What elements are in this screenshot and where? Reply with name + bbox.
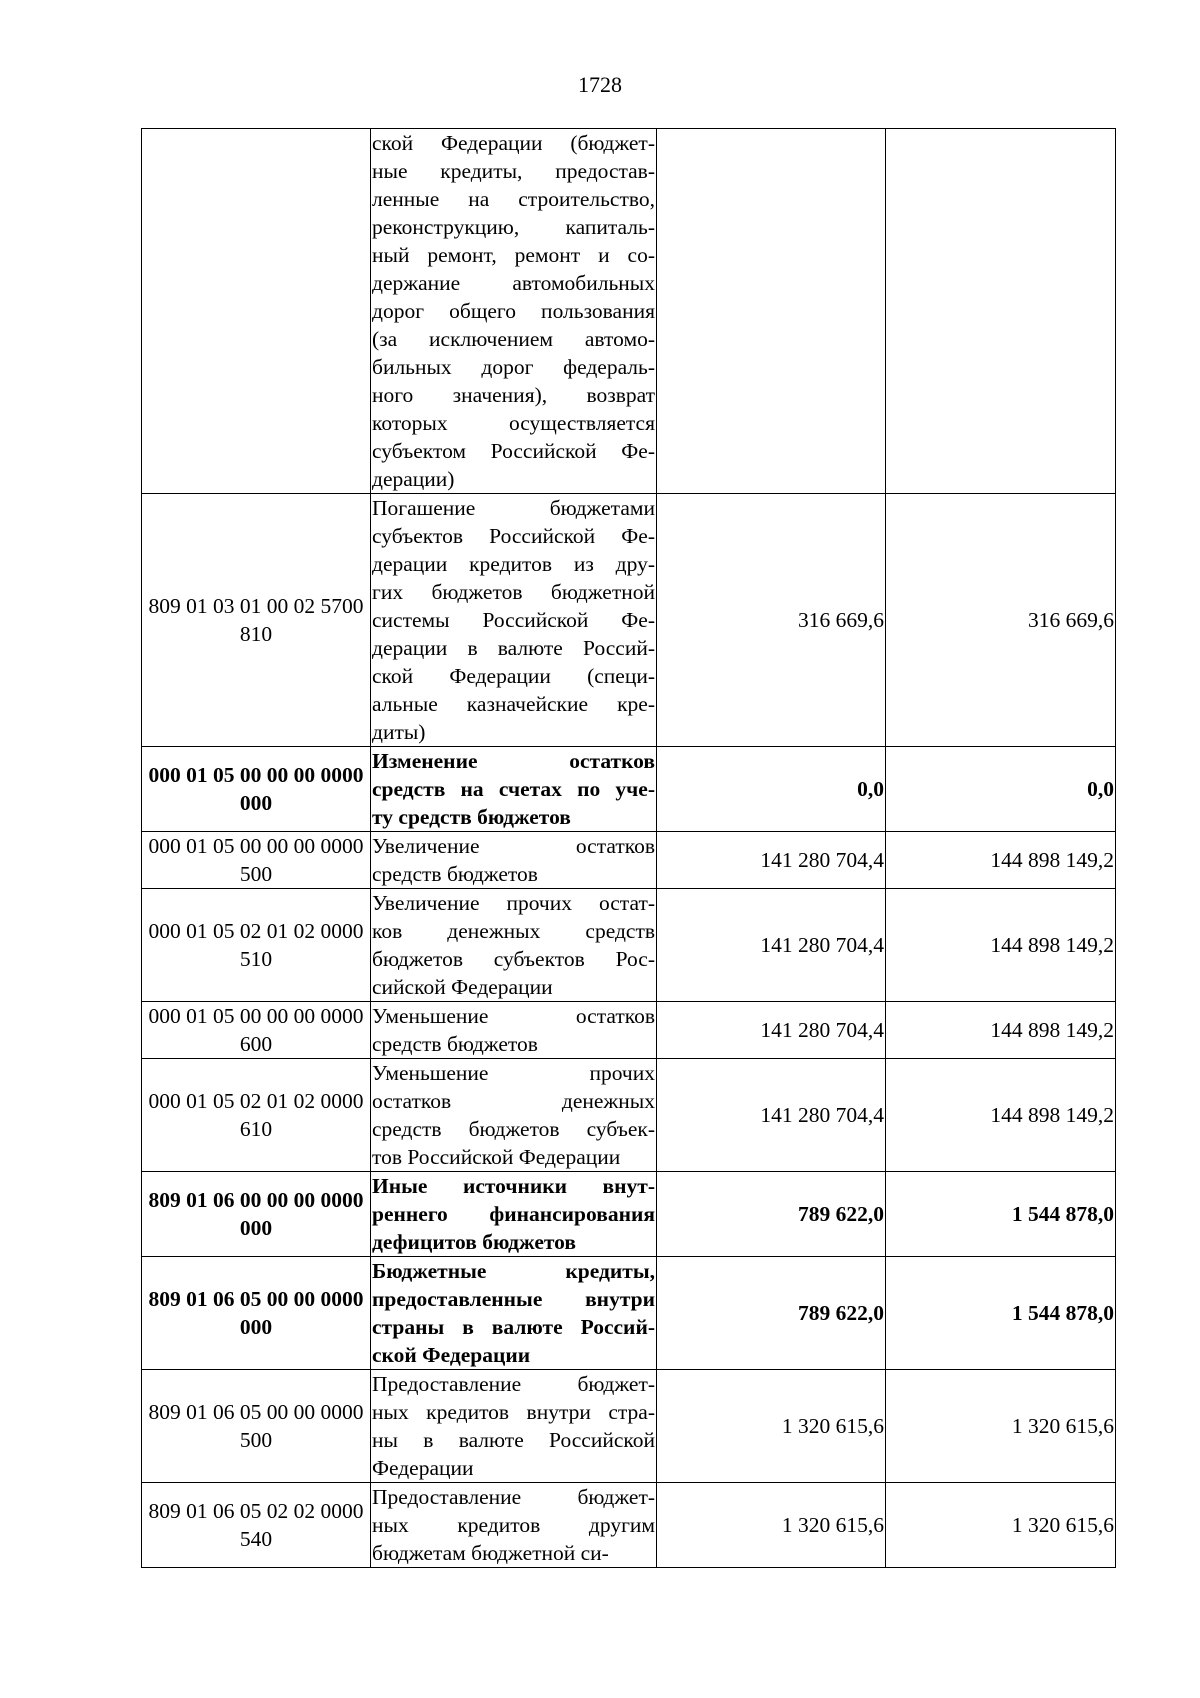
source-name-line: Предоставление бюджет-: [372, 1485, 655, 1509]
amount-second-year-cell: 316 669,6: [886, 494, 1116, 747]
source-name-line: Увеличение остатков: [372, 834, 655, 858]
source-name-line: ные кредиты, предостав-: [372, 159, 655, 183]
source-name-line: гих бюджетов бюджетной: [372, 580, 655, 604]
source-name-line: субъектов Российской Фе-: [372, 524, 655, 548]
budget-code-cell: 809 01 06 05 00 00 0000 000: [142, 1257, 371, 1370]
source-name-line: ный ремонт, ремонт и со-: [372, 243, 655, 267]
source-name-line: ской Федерации (специ-: [372, 664, 655, 688]
source-name-line: ного значения), возврат: [372, 383, 655, 407]
source-name-cell: [371, 832, 657, 889]
budget-code-cell: 809 01 06 05 02 02 0000 540: [142, 1483, 371, 1568]
table-row: [142, 1370, 1116, 1483]
source-name-line: реннего финансирования: [372, 1202, 655, 1226]
budget-code-cell: [142, 129, 371, 494]
budget-code-cell: 809 01 03 01 00 02 5700 810: [142, 494, 371, 747]
source-name-line: дерации кредитов из дру-: [372, 552, 655, 576]
amount-first-year-cell: 789 622,0: [657, 1257, 886, 1370]
source-name-line: реконструкцию, капиталь-: [372, 215, 655, 239]
amount-second-year-cell: 144 898 149,2: [886, 832, 1116, 889]
source-name-cell: [371, 129, 657, 494]
table-row: [142, 494, 1116, 747]
source-name-line: Иные источники внут-: [372, 1174, 655, 1198]
source-name-line: дерации в валюте Россий-: [372, 636, 655, 660]
amount-first-year-cell: 316 669,6: [657, 494, 886, 747]
table-row: [142, 129, 1116, 494]
source-name-line: системы Российской Фе-: [372, 608, 655, 632]
source-name-cell: [371, 1370, 657, 1483]
source-name-line: ны в валюте Российской: [372, 1428, 655, 1452]
source-name-cell: [371, 494, 657, 747]
budget-code-cell: 000 01 05 02 01 02 0000 510: [142, 889, 371, 1002]
budget-code-cell: 809 01 06 05 00 00 0000 500: [142, 1370, 371, 1483]
source-name-line: ту средств бюджетов: [372, 805, 571, 829]
amount-second-year-cell: 1 320 615,6: [886, 1370, 1116, 1483]
amount-first-year-cell: 789 622,0: [657, 1172, 886, 1257]
source-name-line: ных кредитов другим: [372, 1513, 655, 1537]
budget-code-cell: 000 01 05 02 01 02 0000 610: [142, 1059, 371, 1172]
source-name-line: Уменьшение прочих: [372, 1061, 655, 1085]
source-name-line: средств бюджетов субъек-: [372, 1117, 655, 1141]
source-name-line: средств бюджетов: [372, 1032, 538, 1056]
amount-second-year-cell: 144 898 149,2: [886, 1059, 1116, 1172]
amount-first-year-cell: 1 320 615,6: [657, 1483, 886, 1568]
table-row: [142, 1483, 1116, 1568]
amount-first-year-cell: 141 280 704,4: [657, 889, 886, 1002]
source-name-line: Федерации: [372, 1456, 474, 1480]
source-name-line: тов Российской Федерации: [372, 1145, 621, 1169]
source-name-line: остатков денежных: [372, 1089, 655, 1113]
source-name-cell: [371, 1059, 657, 1172]
amount-first-year-cell: 0,0: [657, 747, 886, 832]
source-name-line: держание автомобильных: [372, 271, 655, 295]
source-name-cell: [371, 889, 657, 1002]
amount-first-year-cell: 141 280 704,4: [657, 1059, 886, 1172]
page-number: 1728: [578, 72, 622, 97]
source-name-line: дерации): [372, 467, 455, 491]
source-name-cell: [371, 747, 657, 832]
table-row: [142, 747, 1116, 832]
source-name-line: Предоставление бюджет-: [372, 1372, 655, 1396]
source-name-cell: [371, 1172, 657, 1257]
table-row: [142, 889, 1116, 1002]
source-name-line: альные казначейские кре-: [372, 692, 655, 716]
source-name-line: ской Федерации: [372, 1343, 531, 1367]
source-name-line: страны в валюте Россий-: [372, 1315, 655, 1339]
budget-code-cell: 000 01 05 00 00 00 0000 600: [142, 1002, 371, 1059]
amount-second-year-cell: [886, 129, 1116, 494]
amount-second-year-cell: 144 898 149,2: [886, 1002, 1116, 1059]
source-name-line: Уменьшение остатков: [372, 1004, 655, 1028]
source-name-line: дорог общего пользования: [372, 299, 655, 323]
source-name-line: диты): [372, 720, 426, 744]
source-name-line: субъектом Российской Фе-: [372, 439, 655, 463]
amount-second-year-cell: 144 898 149,2: [886, 889, 1116, 1002]
source-name-line: ков денежных средств: [372, 919, 655, 943]
source-name-line: бильных дорог федераль-: [372, 355, 655, 379]
source-name-line: бюджетам бюджетной си-: [372, 1541, 609, 1565]
table-row: [142, 1257, 1116, 1370]
budget-code-cell: 000 01 05 00 00 00 0000 500: [142, 832, 371, 889]
amount-second-year-cell: 1 544 878,0: [886, 1257, 1116, 1370]
amount-first-year-cell: [657, 129, 886, 494]
table-row: [142, 1172, 1116, 1257]
amount-second-year-cell: 1 320 615,6: [886, 1483, 1116, 1568]
source-name-line: предоставленные внутри: [372, 1287, 655, 1311]
source-name-cell: [371, 1002, 657, 1059]
table-row: [142, 1059, 1116, 1172]
source-name-line: сийской Федерации: [372, 975, 553, 999]
source-name-cell: [371, 1257, 657, 1370]
source-name-line: бюджетов субъектов Рос-: [372, 947, 655, 971]
table-body: [142, 129, 1116, 1568]
source-name-line: средств бюджетов: [372, 862, 538, 886]
source-name-line: средств на счетах по уче-: [372, 777, 655, 801]
source-name-line: Увеличение прочих остат-: [372, 891, 655, 915]
source-name-line: Погашение бюджетами: [372, 496, 655, 520]
source-name-line: ской Федерации (бюджет-: [372, 131, 655, 155]
amount-second-year-cell: 0,0: [886, 747, 1116, 832]
source-name-line: дефицитов бюджетов: [372, 1230, 576, 1254]
table-row: [142, 1002, 1116, 1059]
amount-first-year-cell: 141 280 704,4: [657, 832, 886, 889]
budget-sources-table: [141, 128, 1116, 1568]
source-name-line: ных кредитов внутри стра-: [372, 1400, 655, 1424]
budget-code-cell: 000 01 05 00 00 00 0000 000: [142, 747, 371, 832]
amount-first-year-cell: 1 320 615,6: [657, 1370, 886, 1483]
source-name-cell: [371, 1483, 657, 1568]
amount-first-year-cell: 141 280 704,4: [657, 1002, 886, 1059]
table-row: [142, 832, 1116, 889]
source-name-line: Бюджетные кредиты,: [372, 1259, 655, 1283]
budget-code-cell: 809 01 06 00 00 00 0000 000: [142, 1172, 371, 1257]
source-name-line: Изменение остатков: [372, 749, 655, 773]
source-name-line: (за исключением автомо-: [372, 327, 655, 351]
source-name-line: которых осуществляется: [372, 411, 655, 435]
source-name-line: ленные на строительство,: [372, 187, 655, 211]
amount-second-year-cell: 1 544 878,0: [886, 1172, 1116, 1257]
